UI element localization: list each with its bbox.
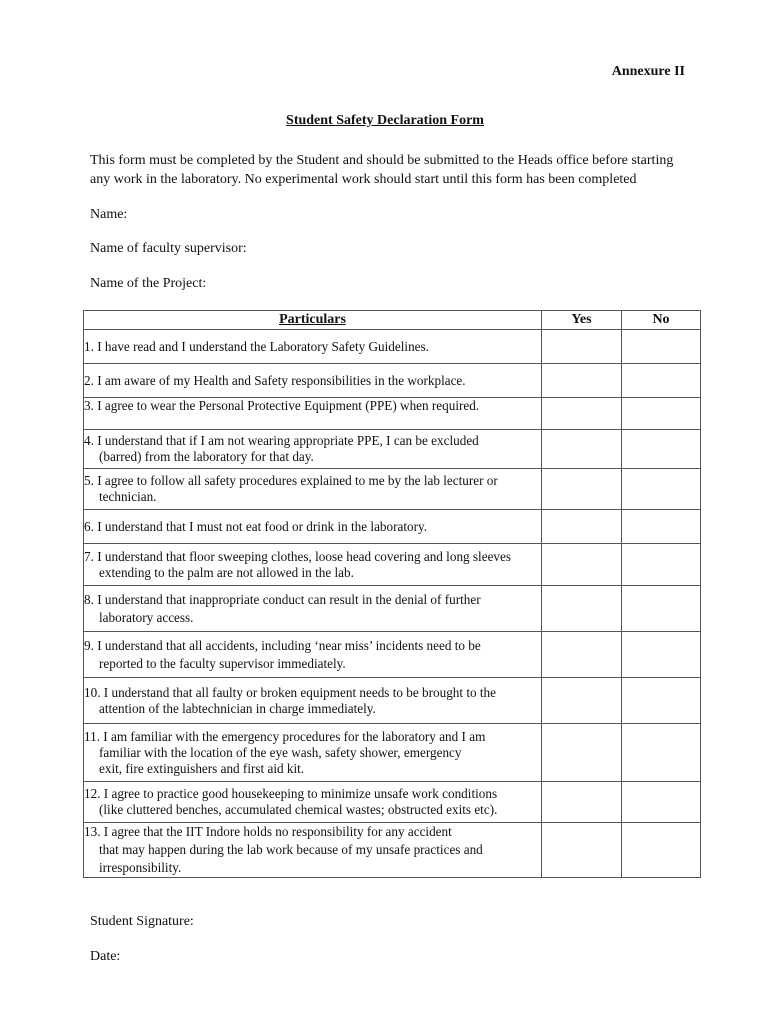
no-checkbox-cell[interactable] bbox=[622, 632, 701, 678]
row-text: 3. I agree to wear the Personal Protective Equipment (PPE) when required. bbox=[84, 398, 542, 430]
row-text: 7. I understand that floor sweeping clothes, loose head covering and long sleeves extending to the palm are not allowed in the lab. bbox=[84, 544, 542, 586]
table-row bbox=[84, 724, 701, 782]
yes-checkbox-cell[interactable] bbox=[542, 430, 622, 469]
no-checkbox-cell[interactable] bbox=[622, 724, 701, 782]
intro-line-2: any work in the laboratory. No experimental work should start until this form has been completed bbox=[90, 172, 637, 187]
table-row bbox=[84, 398, 701, 430]
table-row bbox=[84, 430, 701, 469]
yes-checkbox-cell[interactable] bbox=[542, 782, 622, 823]
table-row bbox=[84, 364, 701, 398]
table-row bbox=[84, 510, 701, 544]
yes-checkbox-cell[interactable] bbox=[542, 330, 622, 364]
project-field-label: Name of the Project: bbox=[90, 276, 207, 291]
no-checkbox-cell[interactable] bbox=[622, 398, 701, 430]
table-row bbox=[84, 469, 701, 510]
row-text: 12. I agree to practice good housekeeping to minimize unsafe work conditions (like cluttered benches, accumulated chemical wastes; obstructed exits etc). bbox=[84, 782, 542, 823]
no-checkbox-cell[interactable] bbox=[622, 823, 701, 878]
row-text: 5. I agree to follow all safety procedures explained to me by the lab lecturer or technician. bbox=[84, 469, 542, 510]
no-checkbox-cell[interactable] bbox=[622, 544, 701, 586]
no-checkbox-cell[interactable] bbox=[622, 364, 701, 398]
intro-line-1: This form must be completed by the Student and should be submitted to the Heads office before starting bbox=[90, 153, 674, 168]
yes-checkbox-cell[interactable] bbox=[542, 724, 622, 782]
yes-checkbox-cell[interactable] bbox=[542, 586, 622, 632]
yes-checkbox-cell[interactable] bbox=[542, 510, 622, 544]
table-row bbox=[84, 823, 701, 878]
row-text: 2. I am aware of my Health and Safety responsibilities in the workplace. bbox=[84, 364, 542, 398]
yes-checkbox-cell[interactable] bbox=[542, 632, 622, 678]
table-row bbox=[84, 632, 701, 678]
table-row bbox=[84, 782, 701, 823]
row-text: 11. I am familiar with the emergency procedures for the laboratory and I am familiar with the location of the eye wash, safety shower, emergency exit, fire extinguishers and first aid kit. bbox=[84, 724, 542, 782]
intro-paragraph bbox=[90, 151, 690, 189]
table-row bbox=[84, 544, 701, 586]
table-row bbox=[84, 586, 701, 632]
no-checkbox-cell[interactable] bbox=[622, 430, 701, 469]
yes-checkbox-cell[interactable] bbox=[542, 823, 622, 878]
row-text: 8. I understand that inappropriate conduct can result in the denial of further laboratory access. bbox=[84, 586, 542, 632]
no-checkbox-cell[interactable] bbox=[622, 586, 701, 632]
header-particulars: Particulars bbox=[84, 311, 542, 330]
supervisor-field-label: Name of faculty supervisor: bbox=[90, 241, 247, 256]
row-text: 13. I agree that the IIT Indore holds no responsibility for any accident that may happen during the lab work because of my unsafe practices and irresponsibility. bbox=[84, 823, 542, 878]
no-checkbox-cell[interactable] bbox=[622, 469, 701, 510]
row-text: 4. I understand that if I am not wearing appropriate PPE, I can be excluded (barred) from the laboratory for that day. bbox=[84, 430, 542, 469]
row-text: 10. I understand that all faulty or broken equipment needs to be brought to the attention of the labtechnician in charge immediately. bbox=[84, 678, 542, 724]
date-field-label: Date: bbox=[90, 949, 121, 964]
no-checkbox-cell[interactable] bbox=[622, 782, 701, 823]
table-row bbox=[84, 678, 701, 724]
name-field-label: Name: bbox=[90, 207, 128, 222]
table-header-row bbox=[84, 311, 701, 330]
declaration-table bbox=[83, 310, 701, 878]
no-checkbox-cell[interactable] bbox=[622, 678, 701, 724]
no-checkbox-cell[interactable] bbox=[622, 330, 701, 364]
page-title: Student Safety Declaration Form bbox=[286, 113, 484, 128]
yes-checkbox-cell[interactable] bbox=[542, 364, 622, 398]
table-row bbox=[84, 330, 701, 364]
row-text: 6. I understand that I must not eat food or drink in the laboratory. bbox=[84, 510, 542, 544]
no-checkbox-cell[interactable] bbox=[622, 510, 701, 544]
yes-checkbox-cell[interactable] bbox=[542, 544, 622, 586]
annexure-label: Annexure II bbox=[611, 64, 685, 79]
yes-checkbox-cell[interactable] bbox=[542, 678, 622, 724]
header-yes: Yes bbox=[542, 311, 622, 330]
yes-checkbox-cell[interactable] bbox=[542, 398, 622, 430]
header-no: No bbox=[622, 311, 701, 330]
row-text: 1. I have read and I understand the Laboratory Safety Guidelines. bbox=[84, 330, 542, 364]
signature-field-label: Student Signature: bbox=[90, 914, 194, 929]
row-text: 9. I understand that all accidents, including ‘near miss’ incidents need to be reported to the faculty supervisor immediately. bbox=[84, 632, 542, 678]
yes-checkbox-cell[interactable] bbox=[542, 469, 622, 510]
